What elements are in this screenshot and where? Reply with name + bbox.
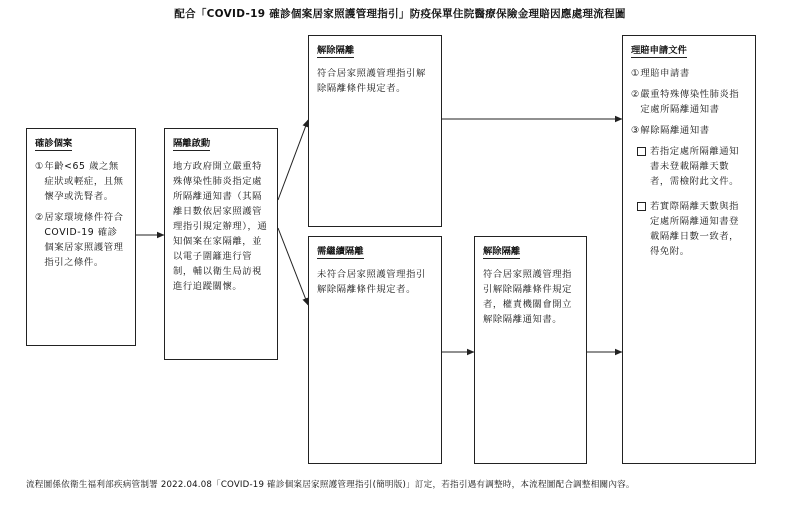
confirmed-case-item-2: ② 居家環境條件符合 COVID-19 確診個案居家照護管理指引之條件。 (35, 212, 124, 268)
claim-docs-box (622, 35, 756, 464)
release-top-box (308, 35, 442, 227)
claim-docs-item-1: ① 理賠申請書 (631, 68, 690, 79)
isolation-start-title: 隔離啟動 (173, 138, 211, 149)
isolation-start-text: 地方政府開立嚴重特殊傳染性肺炎指定處所隔離通知書（其隔離日數依居家照護管理指引規定辦理），通知個案在家隔離，並以電子圍籬進行管制，輔以衛生局訪視進行追蹤關懷。 (173, 161, 268, 292)
continue-isolation-text: 未符合居家照護管理指引解除隔離條件規定者。 (317, 269, 426, 295)
checkbox-square-icon (637, 147, 646, 156)
arrow-start-to-continue (278, 228, 308, 305)
release-bottom-text: 符合居家照護管理指引解除隔離條件規定者，權責機關會開立解除隔離通知書。 (483, 269, 573, 325)
continue-isolation-box (308, 236, 442, 464)
confirmed-case-item-1: ① 年齡<65 歲之無症狀或輕症，且無懷孕或洗腎者。 (35, 161, 124, 202)
isolation-start-box (164, 128, 278, 360)
confirmed-case-title: 確診個案 (35, 138, 73, 149)
claim-docs-item-3: ③ 解除隔離通知書 (631, 125, 710, 136)
checkbox-square-icon (637, 202, 646, 211)
claim-docs-subitem-1: 若指定處所隔離通知書未登載隔離天數者，需檢附此文件。 (637, 144, 747, 189)
release-top-title: 解除隔離 (317, 45, 355, 56)
confirmed-case-box (26, 128, 136, 346)
claim-docs-item-2: ② 嚴重特殊傳染性肺炎指定處所隔離通知書 (631, 89, 740, 115)
claim-docs-title: 理賠申請文件 (631, 45, 687, 56)
release-top-text: 符合居家照護管理指引解除隔離條件規定者。 (317, 68, 426, 94)
release-bottom-box (474, 236, 587, 464)
claim-docs-subitem-2: 若實際隔離天數與指定處所隔離通知書登載隔離日數一致者，得免附。 (637, 199, 747, 259)
release-bottom-title: 解除隔離 (483, 246, 521, 257)
page-title: 配合「COVID-19 確診個案居家照護管理指引」防疫保單住院醫療保險金理賠因應處理流程圖 (174, 8, 626, 20)
continue-isolation-title: 需繼續隔離 (317, 246, 364, 257)
footer-note: 流程圖係依衛生福利部疾病管制署 2022.04.08「COVID-19 確診個案居家照護管理指引(簡明版)」訂定，若指引遇有調整時，本流程圖配合調整相關內容。 (26, 480, 635, 490)
arrow-start-to-release (278, 120, 308, 200)
